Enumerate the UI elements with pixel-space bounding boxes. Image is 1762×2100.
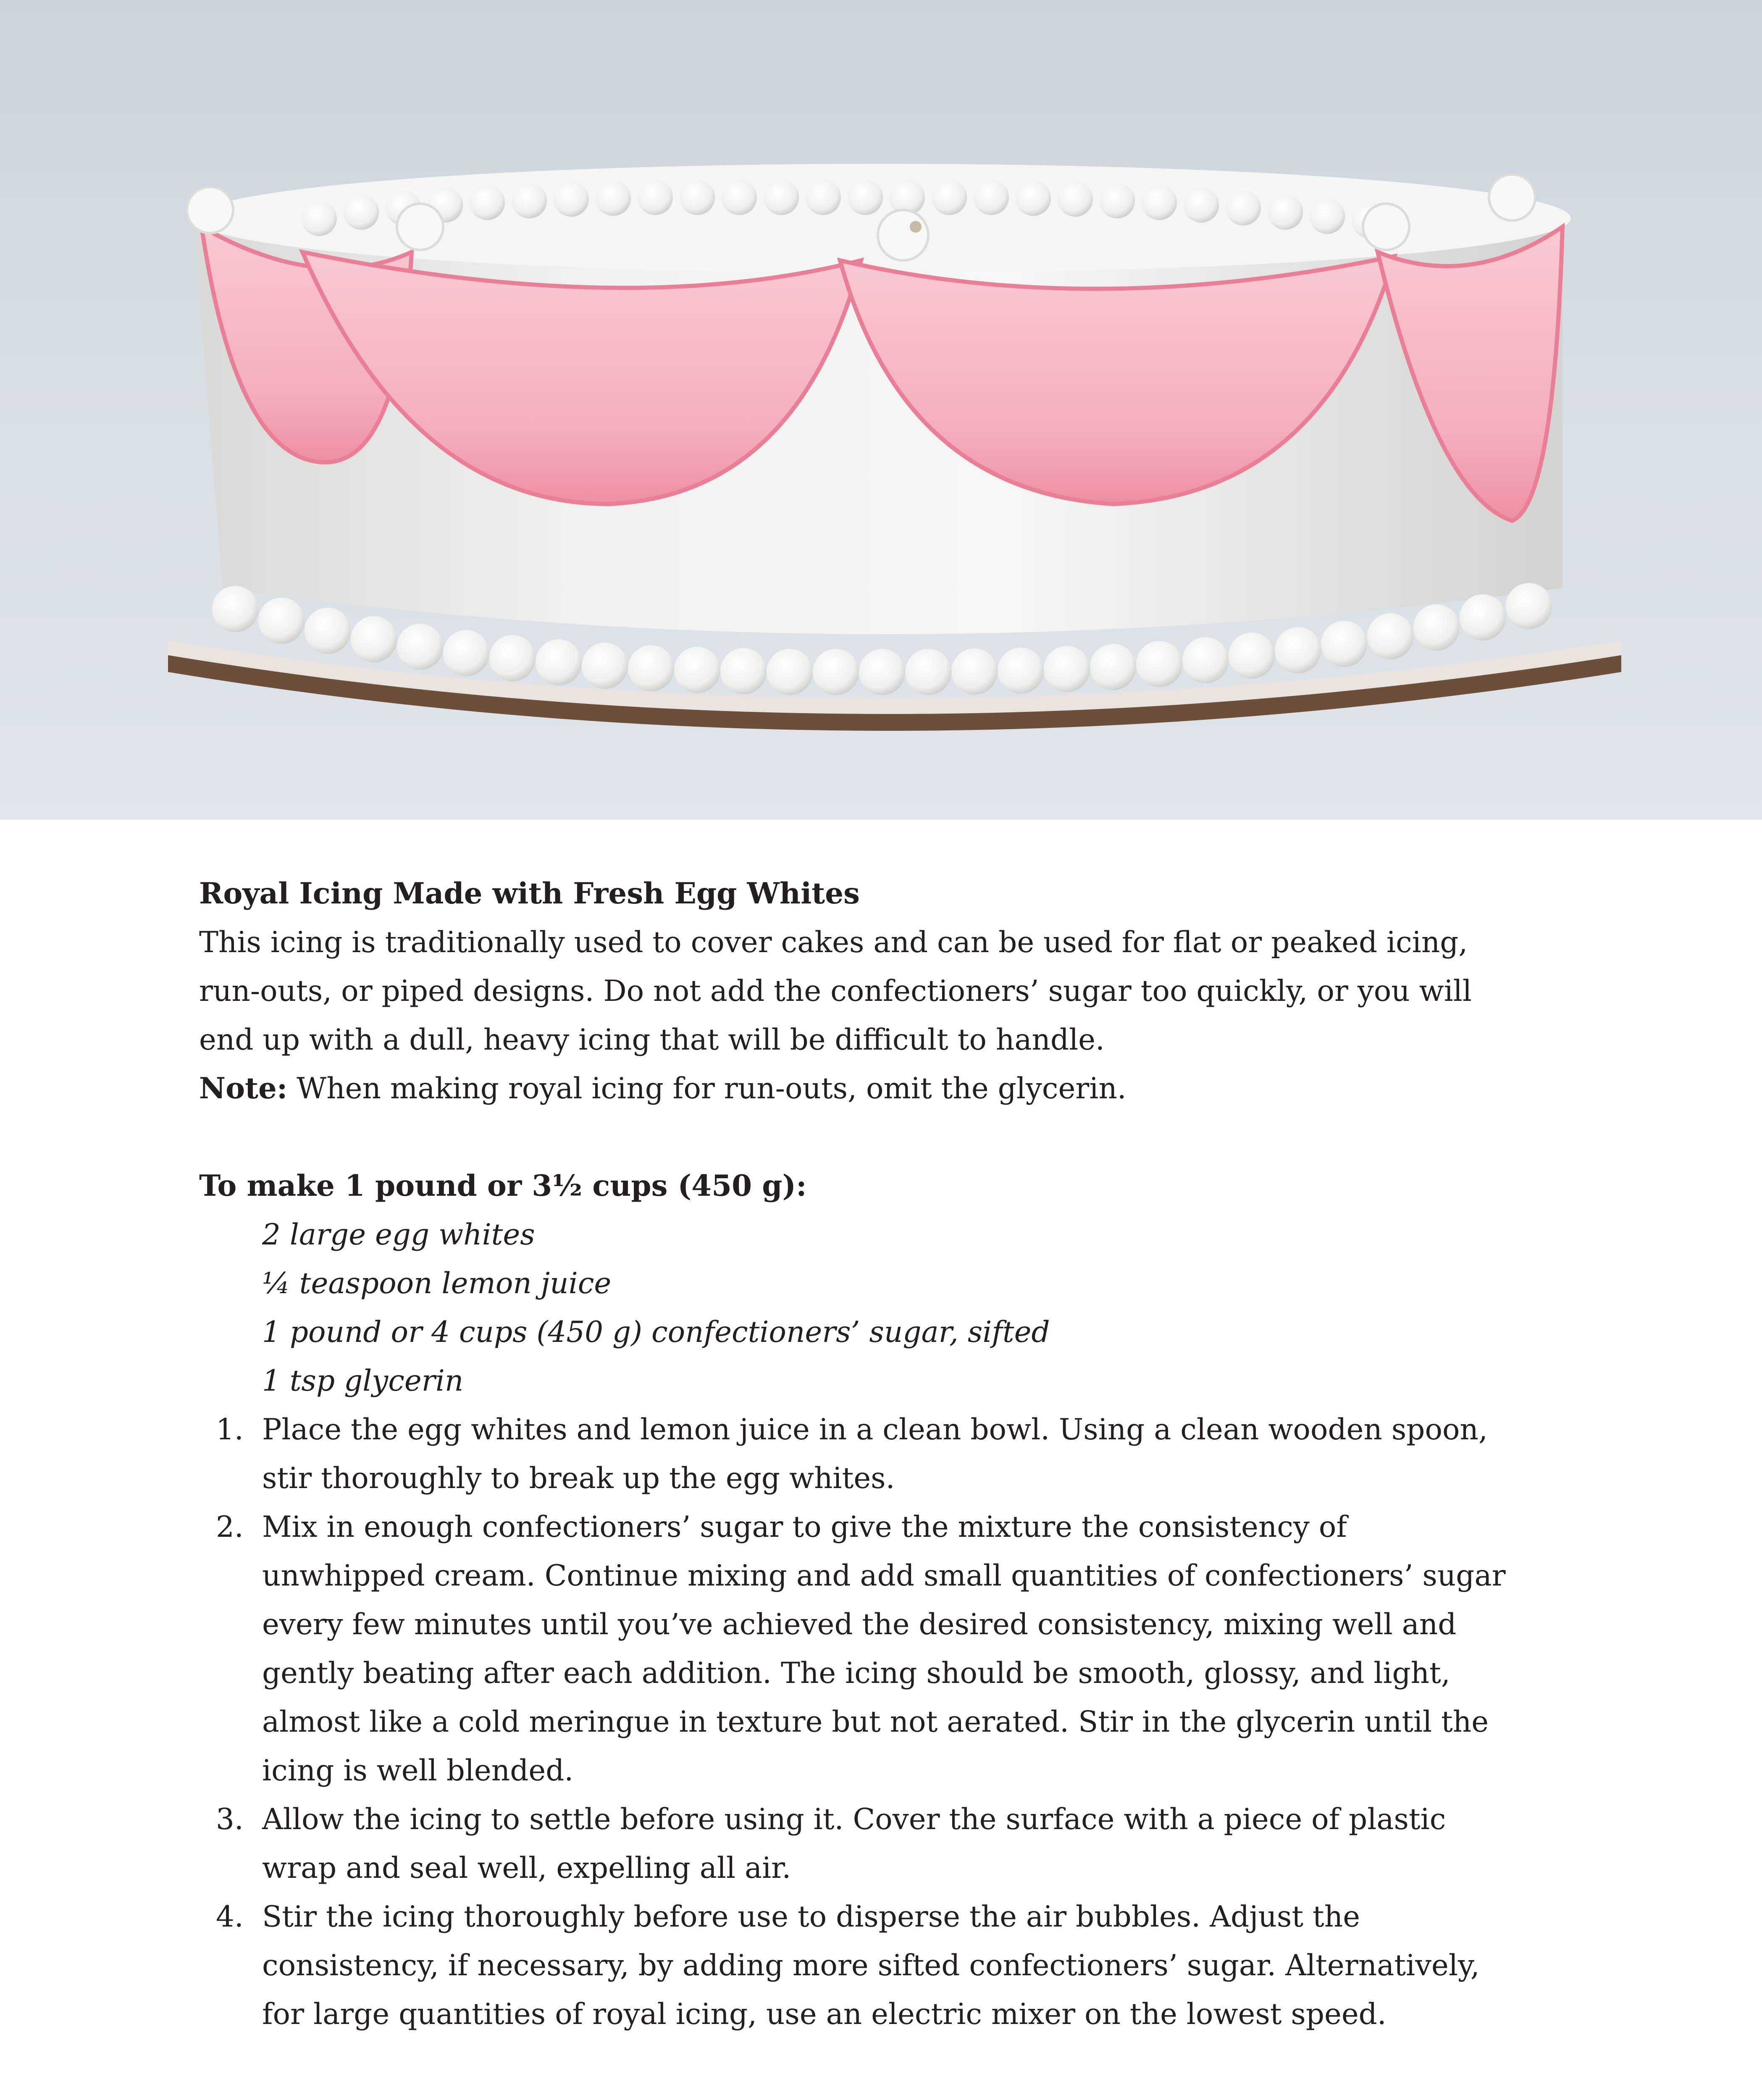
intro-paragraph (199, 918, 1602, 1064)
step-number: 3. (216, 1803, 244, 1836)
spacer (199, 1113, 1602, 1162)
cake-illustration (0, 0, 1762, 820)
intro-line: This icing is traditionally used to cover cakes and can be used for flat or peaked icing, (199, 926, 1468, 959)
step-line: consistency, if necessary, by adding more sifted confectioners’ sugar. Alternatively, (262, 1949, 1480, 1982)
step-line: Place the egg whites and lemon juice in a clean bowl. Using a clean wooden spoon, (262, 1413, 1488, 1446)
recipe-content (199, 869, 1602, 2039)
step-number: 1. (216, 1413, 244, 1446)
ingredient-item: ¼ teaspoon lemon juice (262, 1267, 612, 1300)
note-text: When making royal icing for run-outs, omit the glycerin. (287, 1072, 1127, 1105)
method-steps (199, 1405, 1602, 2039)
step-number: 4. (216, 1900, 244, 1934)
step-line: gently beating after each addition. The icing should be smooth, glossy, and light, (262, 1656, 1450, 1690)
step-line: almost like a cold meringue in texture but not aerated. Stir in the glycerin until the (262, 1705, 1489, 1739)
ingredient-item: 2 large egg whites (262, 1218, 535, 1252)
step-line: icing is well blended. (262, 1754, 574, 1788)
ingredient-item: 1 pound or 4 cups (450 g) confectioners’ sugar, sifted (262, 1315, 1050, 1349)
step-line: wrap and seal well, expelling all air. (262, 1851, 791, 1885)
note-label: Note: (199, 1071, 288, 1105)
intro-line: end up with a dull, heavy icing that will be difficult to handle. (199, 1023, 1105, 1057)
yield-heading: To make 1 pound or 3½ cups (450 g): (199, 1169, 807, 1203)
intro-line: run-outs, or piped designs. Do not add the confectioners’ sugar too quickly, or you will (199, 974, 1472, 1008)
recipe-heading: Royal Icing Made with Fresh Egg Whites (199, 877, 860, 911)
step-number: 2. (216, 1510, 244, 1544)
step-line: every few minutes until you’ve achieved the desired consistency, mixing well and (262, 1608, 1457, 1641)
step-line: unwhipped cream. Continue mixing and add small quantities of confectioners’ sugar (262, 1559, 1506, 1593)
ingredient-item: 1 tsp glycerin (262, 1364, 464, 1398)
step-item (199, 1503, 1602, 1795)
step-line: Stir the icing thoroughly before use to disperse the air bubbles. Adjust the (262, 1900, 1360, 1934)
note-line (199, 1064, 1602, 1113)
cake-photo (0, 0, 1762, 820)
step-item (199, 1893, 1602, 2039)
step-line: Mix in enough confectioners’ sugar to give the mixture the consistency of (262, 1510, 1347, 1544)
step-line: stir thoroughly to break up the egg whites. (262, 1462, 895, 1495)
step-item (199, 1795, 1602, 1893)
ingredient-list (199, 1210, 1602, 1405)
step-line: Allow the icing to settle before using it. Cover the surface with a piece of plastic (262, 1803, 1446, 1836)
step-item (199, 1405, 1602, 1503)
step-line: for large quantities of royal icing, use an electric mixer on the lowest speed. (262, 1998, 1386, 2031)
